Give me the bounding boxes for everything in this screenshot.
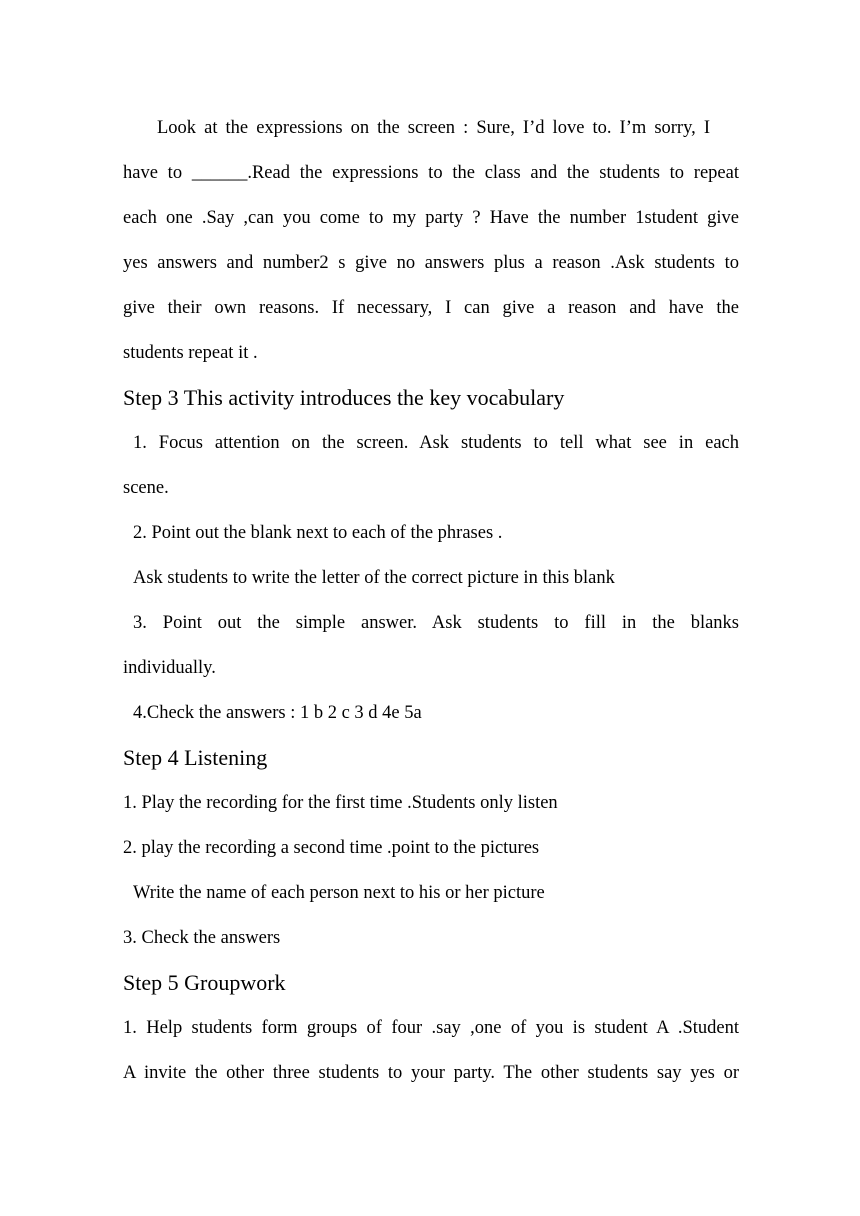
list-item-line: individually. bbox=[123, 658, 216, 678]
list-item-line: 1. Play the recording for the first time .Students only listen bbox=[123, 793, 558, 813]
list-item-line: 1. Help students form groups of four .say ,one of you is student A .Student bbox=[123, 1018, 739, 1038]
paragraph-line: Look at the expressions on the screen : Sure, I’d love to. I’m sorry, I bbox=[157, 118, 710, 138]
list-item-line: 2. Point out the blank next to each of the phrases . bbox=[133, 523, 503, 543]
step5-heading: Step 5 Groupwork bbox=[123, 970, 286, 995]
list-item-line: A invite the other three students to your party. The other students say yes or bbox=[123, 1063, 739, 1083]
paragraph-line: yes answers and number2 s give no answers plus a reason .Ask students to bbox=[123, 253, 739, 273]
list-item-line: scene. bbox=[123, 478, 169, 498]
list-item-line: Write the name of each person next to his or her picture bbox=[133, 883, 545, 903]
list-item-line: 1. Focus attention on the screen. Ask students to tell what see in each bbox=[133, 433, 739, 453]
list-item-line: 3. Check the answers bbox=[123, 928, 281, 948]
list-item-line: Ask students to write the letter of the correct picture in this blank bbox=[133, 568, 615, 588]
paragraph-line: give their own reasons. If necessary, I can give a reason and have the bbox=[123, 298, 739, 318]
paragraph-line: students repeat it . bbox=[123, 343, 258, 363]
step3-heading: Step 3 This activity introduces the key vocabulary bbox=[123, 385, 565, 410]
list-item-line: 2. play the recording a second time .point to the pictures bbox=[123, 838, 540, 858]
list-item-line: 3. Point out the simple answer. Ask students to fill in the blanks bbox=[133, 613, 739, 633]
paragraph-line: have to ______.Read the expressions to the class and the students to repeat bbox=[123, 163, 739, 183]
paragraph-line: each one .Say ,can you come to my party ? Have the number 1student give bbox=[123, 208, 739, 228]
step4-heading: Step 4 Listening bbox=[123, 745, 268, 770]
list-item-line: 4.Check the answers : 1 b 2 c 3 d 4e 5a bbox=[133, 703, 422, 723]
